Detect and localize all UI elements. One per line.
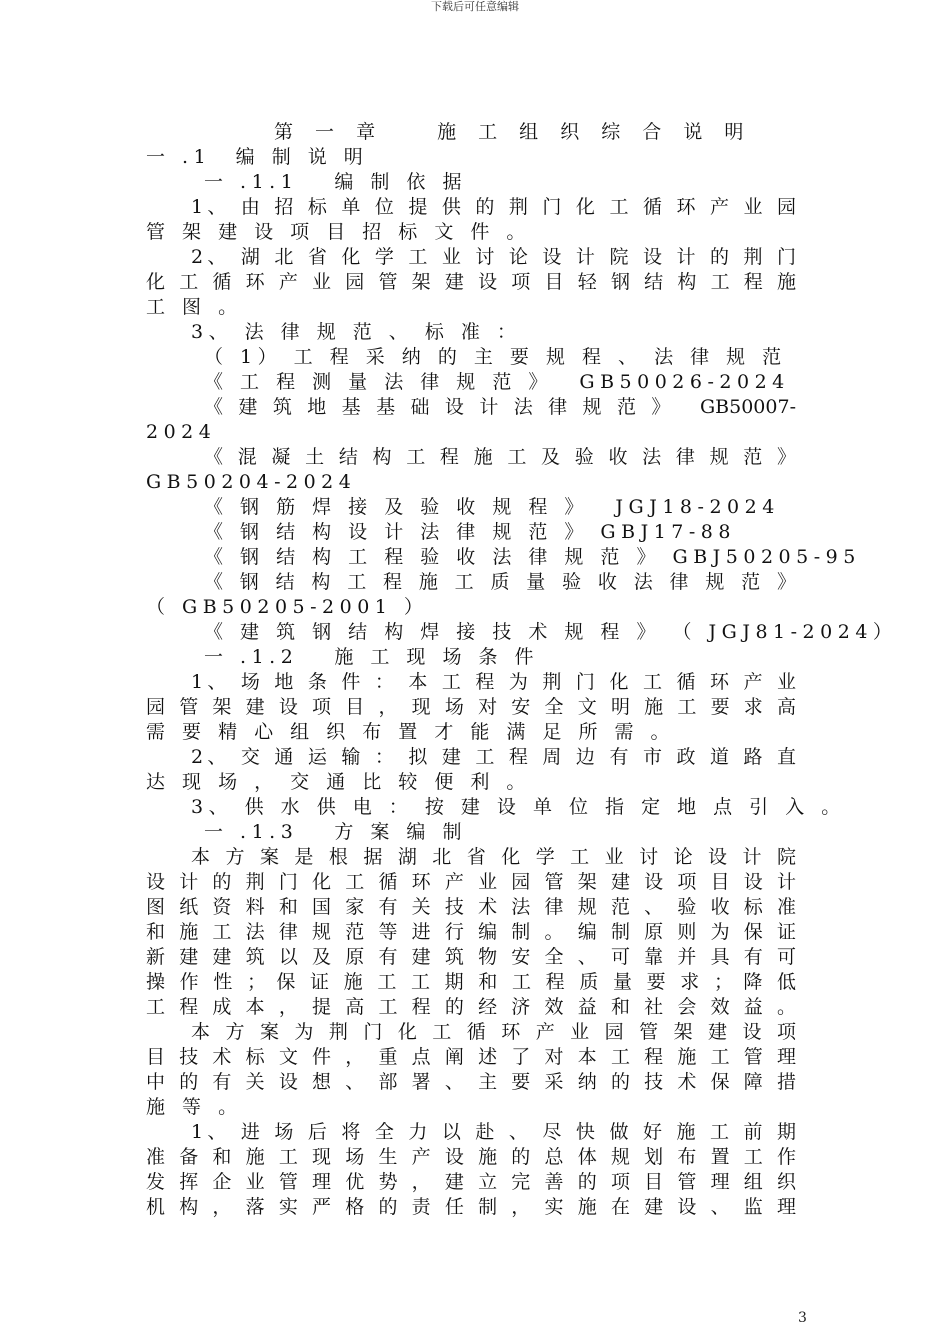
standard-reference: GB50204-2024: [146, 471, 357, 493]
paragraph-line: 2、 湖 北 省 化 学 工 业 讨 论 设 计 院 设 计 的 荆 门: [191, 246, 796, 268]
standard-reference: 《 钢 结 构 设 计 法 律 规 范 》 GBJ17-88: [204, 521, 736, 543]
paragraph-line: 发 挥 企 业 管 理 优 势 ， 建 立 完 善 的 项 目 管 理 组 织: [146, 1171, 796, 1193]
document-body: [146, 120, 898, 1220]
paragraph-line: 本 方 案 是 根 据 湖 北 省 化 学 工 业 讨 论 设 计 院: [191, 846, 796, 868]
paragraph-line: 工 图 。: [146, 296, 243, 318]
paragraph-line: 工 程 成 本 ， 提 高 工 程 的 经 济 效 益 和 社 会 效 益 。: [146, 996, 796, 1018]
paragraph-line: 施 等 。: [146, 1096, 243, 1118]
standard-reference: 《 钢 结 构 工 程 施 工 质 量 验 收 法 律 规 范 》: [204, 571, 796, 593]
paragraph-line: 新 建 建 筑 以 及 原 有 建 筑 物 安 全 、 可 靠 并 具 有 可: [146, 946, 796, 968]
standard-reference: 《 建 筑 地 基 基 础 设 计 法 律 规 范 》 GB50007-: [204, 396, 796, 418]
page-number: 3: [798, 1310, 807, 1326]
standard-reference: （ GB50205-2001 ）: [146, 596, 429, 618]
download-note: 下载后可任意编辑: [431, 0, 519, 13]
paragraph-line: 化 工 循 环 产 业 园 管 架 建 设 项 目 轻 钢 结 构 工 程 施: [146, 271, 796, 293]
subsection-heading: 一 .1.3 方 案 编 制: [204, 821, 467, 843]
standard-reference: 《 混 凝 土 结 构 工 程 施 工 及 验 收 法 律 规 范 》: [204, 446, 796, 468]
paragraph-line: 管 架 建 设 项 目 招 标 文 件 。: [146, 221, 531, 243]
paragraph-line: 1、 场 地 条 件 ： 本 工 程 为 荆 门 化 工 循 环 产 业: [191, 671, 796, 693]
standard-reference: 《 工 程 测 量 法 律 规 范 》 GB50026-2024: [204, 371, 790, 393]
paragraph-line: 中 的 有 关 设 想 、 部 署 、 主 要 采 纳 的 技 术 保 障 措: [146, 1071, 796, 1093]
paragraph-line: 和 施 工 法 律 规 范 等 进 行 编 制 。 编 制 原 则 为 保 证: [146, 921, 796, 943]
paragraph-line: 操 作 性 ； 保 证 施 工 工 期 和 工 程 质 量 要 求 ； 降 低: [146, 971, 796, 993]
paragraph-line: 机 构 ， 落 实 严 格 的 责 任 制 ， 实 施 在 建 设 、 监 理: [146, 1196, 796, 1218]
paragraph-line: 园 管 架 建 设 项 目 ， 现 场 对 安 全 文 明 施 工 要 求 高: [146, 696, 796, 718]
list-item: （ 1） 工 程 采 纳 的 主 要 规 程 、 法 律 规 范: [204, 346, 787, 368]
paragraph-line: 准 备 和 施 工 现 场 生 产 设 施 的 总 体 规 划 布 置 工 作: [146, 1146, 796, 1168]
chapter-title: 第 一 章 施 工 组 织 综 合 说 明: [274, 121, 752, 143]
paragraph-line: 目 技 术 标 文 件 ， 重 点 阐 述 了 对 本 工 程 施 工 管 理: [146, 1046, 796, 1068]
paragraph-line: 需 要 精 心 组 织 布 置 才 能 满 足 所 需 。: [146, 721, 676, 743]
section-heading: 一 .1 编 制 说 明: [146, 146, 369, 168]
paragraph-line: 2、 交 通 运 输 ： 拟 建 工 程 周 边 有 市 政 道 路 直: [191, 746, 796, 768]
paragraph-line: 本 方 案 为 荆 门 化 工 循 环 产 业 园 管 架 建 设 项: [191, 1021, 796, 1043]
paragraph-line: 1、 进 场 后 将 全 力 以 赴 、 尽 快 做 好 施 工 前 期: [191, 1121, 796, 1143]
standard-reference: 2024: [146, 421, 217, 443]
standard-reference: 《 建 筑 钢 结 构 焊 接 技 术 规 程 》 （ JGJ81-2024）: [204, 621, 898, 643]
standard-reference: 《 钢 筋 焊 接 及 验 收 规 程 》 JGJ18-2024: [204, 496, 780, 518]
paragraph-line: 3、 法 律 规 范 、 标 准 ：: [191, 321, 522, 343]
standard-reference: 《 钢 结 构 工 程 验 收 法 律 规 范 》 GBJ50205-95: [204, 546, 861, 568]
paragraph-line: 图 纸 资 料 和 国 家 有 关 技 术 法 律 规 范 、 验 收 标 准: [146, 896, 796, 918]
paragraph-line: 达 现 场 ， 交 通 比 较 便 利 。: [146, 771, 531, 793]
paragraph-line: 1、 由 招 标 单 位 提 供 的 荆 门 化 工 循 环 产 业 园: [191, 196, 796, 218]
paragraph-line: 设 计 的 荆 门 化 工 循 环 产 业 园 管 架 建 设 项 目 设 计: [146, 871, 796, 893]
subsection-heading: 一 .1.2 施 工 现 场 条 件: [204, 646, 540, 668]
paragraph-line: 3、 供 水 供 电 ： 按 建 设 单 位 指 定 地 点 引 入 。: [191, 796, 846, 818]
subsection-heading: 一 .1.1 编 制 依 据: [204, 171, 467, 193]
